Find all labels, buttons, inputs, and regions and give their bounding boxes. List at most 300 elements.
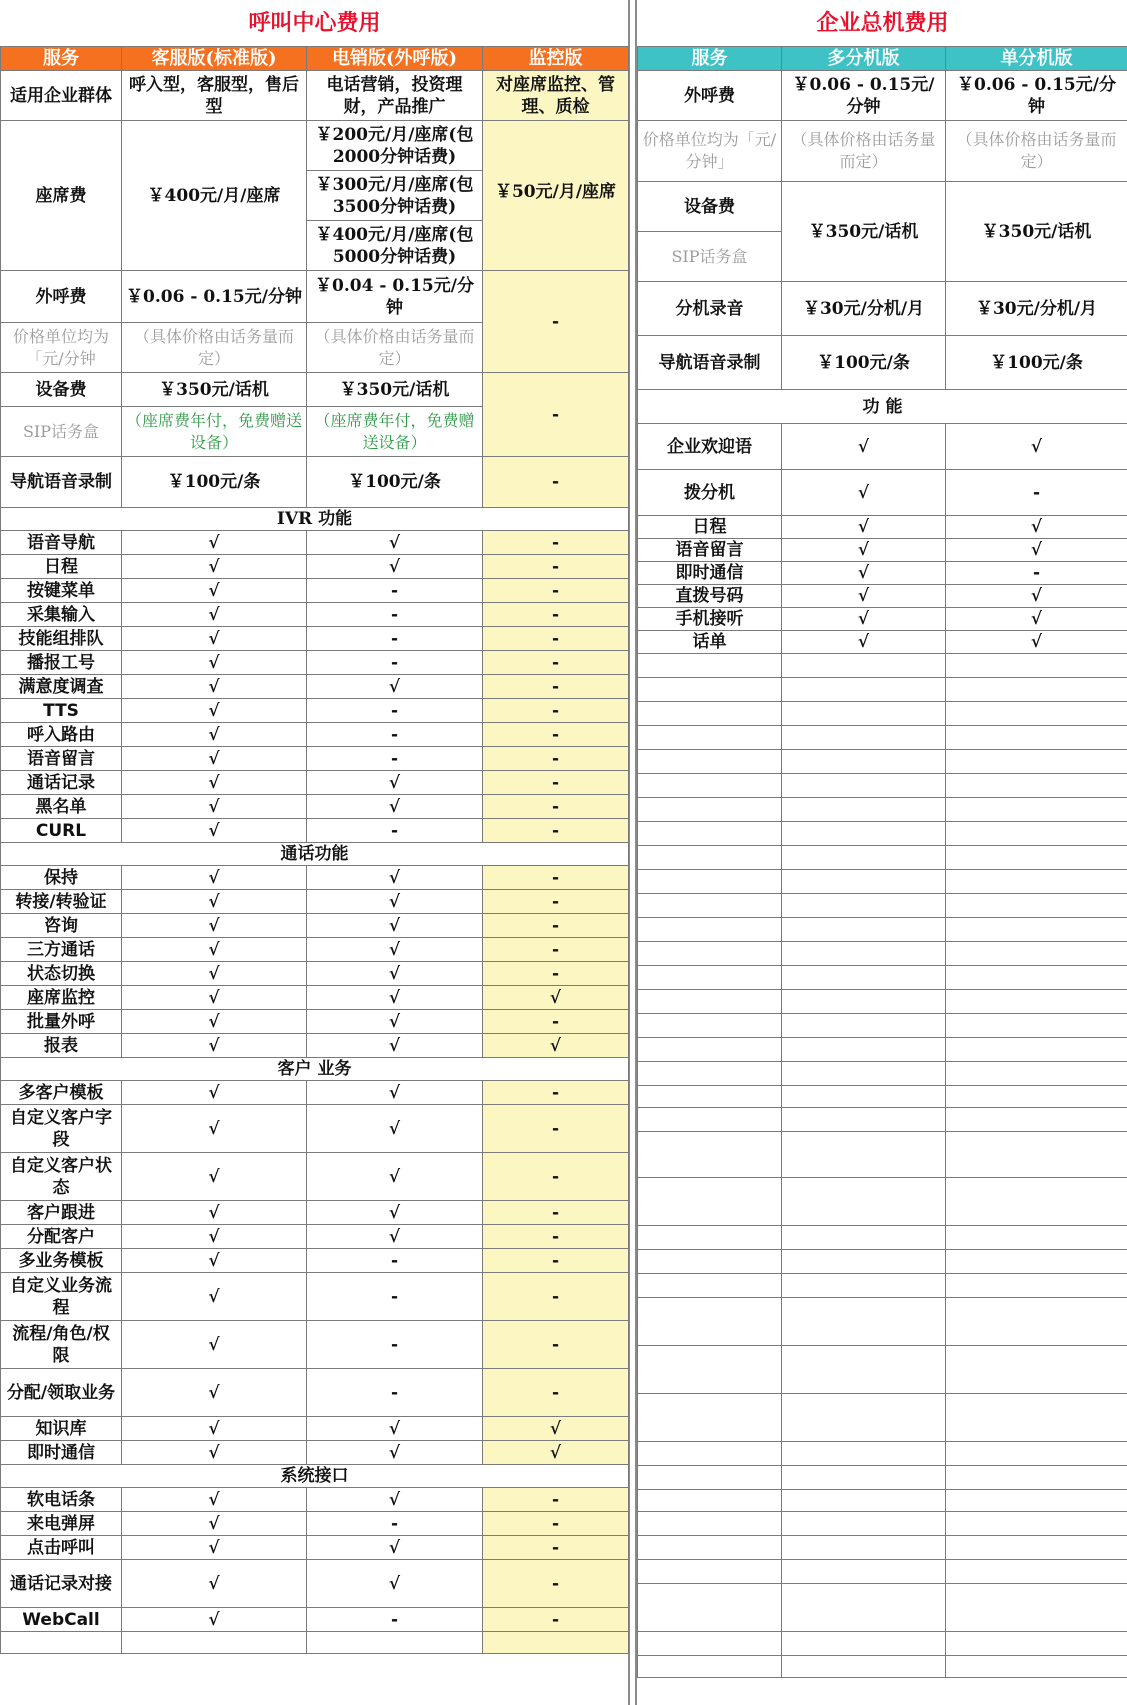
blank-cell (946, 1632, 1127, 1656)
blank-cell (638, 1178, 782, 1226)
single-support: √ (946, 585, 1127, 608)
pbx-blank-row (638, 942, 1127, 966)
blank-cell (638, 1466, 782, 1490)
feature-name: 多业务模板 (1, 1249, 122, 1273)
monitor-support: - (483, 699, 629, 723)
feature-row (1, 723, 629, 747)
monitor-support: - (483, 1153, 629, 1201)
blank-cell (638, 702, 782, 726)
feature-name: 知识库 (1, 1417, 122, 1441)
blank-cell (782, 1584, 946, 1632)
monitor-support: - (483, 866, 629, 890)
monitor-support: - (483, 747, 629, 771)
feature-row (1, 1081, 629, 1105)
pbx-header-service: 服务 (638, 47, 782, 71)
blank-cell (946, 1014, 1127, 1038)
pbx-blank-row (638, 1274, 1127, 1298)
blank-cell (782, 918, 946, 942)
feature-row (1, 1010, 629, 1034)
standard-support: √ (122, 555, 307, 579)
blank-cell (946, 798, 1127, 822)
blank-cell (946, 918, 1127, 942)
blank-cell (638, 798, 782, 822)
single-support: √ (946, 424, 1127, 470)
feature-name: 点击呼叫 (1, 1536, 122, 1560)
blank-cell (782, 1250, 946, 1274)
blank-cell (483, 1632, 629, 1654)
blank-cell (307, 1632, 483, 1654)
feature-row (1, 1512, 629, 1536)
pbx-blank-row (638, 966, 1127, 990)
pbx-blank-row (638, 1226, 1127, 1250)
blank-cell (638, 1442, 782, 1466)
monitor-support: - (483, 819, 629, 843)
pbx-blank-row (638, 1062, 1127, 1086)
blank-cell (638, 1132, 782, 1178)
feature-name: 流程/角色/权限 (1, 1321, 122, 1369)
pbx-feature-name: 日程 (638, 516, 782, 539)
blank-cell (638, 1226, 782, 1250)
blank-cell (638, 1632, 782, 1656)
monitor-support: - (483, 1010, 629, 1034)
blank-cell (946, 1038, 1127, 1062)
section-title: 通话功能 (1, 843, 629, 866)
feature-row (1, 795, 629, 819)
blank-cell (946, 1466, 1127, 1490)
blank-cell (946, 1132, 1127, 1178)
standard-support: √ (122, 747, 307, 771)
pbx-feature-row (638, 539, 1127, 562)
blank-cell (946, 726, 1127, 750)
pbx-blank-row (638, 990, 1127, 1014)
feature-row (1, 1249, 629, 1273)
standard-support: √ (122, 819, 307, 843)
blank-cell (638, 1656, 782, 1678)
monitor-support: - (483, 651, 629, 675)
standard-support: √ (122, 962, 307, 986)
standard-support: √ (122, 1369, 307, 1417)
header-monitor: 监控版 (483, 47, 629, 71)
blank-cell (782, 1656, 946, 1678)
pbx-blank-row (638, 870, 1127, 894)
pbx-function-section-title: 功 能 (638, 390, 1127, 424)
outbound-support: √ (307, 1417, 483, 1441)
feature-name: 采集输入 (1, 603, 122, 627)
pbx-header-single: 单分机版 (946, 47, 1127, 71)
pbx-call-note-label: 价格单位均为「元/分钟」 (638, 121, 782, 182)
blank-cell (638, 1346, 782, 1394)
blank-cell (638, 966, 782, 990)
feature-row (1, 914, 629, 938)
seat-monitor: ￥50元/月/座席 (483, 121, 629, 271)
pbx-equip-multi: ￥350元/话机 (782, 182, 946, 282)
blank-cell (1, 1632, 122, 1654)
blank-cell (782, 678, 946, 702)
feature-row (1, 1560, 629, 1608)
pbx-record-multi: ￥30元/分机/月 (782, 282, 946, 336)
pbx-feature-row (638, 608, 1127, 631)
outbound-support: √ (307, 795, 483, 819)
blank-cell (782, 1038, 946, 1062)
outbound-support: √ (307, 1441, 483, 1465)
blank-cell (638, 1298, 782, 1346)
blank-cell (946, 1298, 1127, 1346)
blank-cell (782, 726, 946, 750)
monitor-support: - (483, 723, 629, 747)
outbound-support: √ (307, 771, 483, 795)
outbound-support: - (307, 627, 483, 651)
feature-name: 按键菜单 (1, 579, 122, 603)
blank-cell (782, 1512, 946, 1536)
equip-monitor: - (483, 373, 629, 457)
pbx-blank-row (638, 798, 1127, 822)
nav-standard: ￥100元/条 (122, 457, 307, 508)
blank-cell (946, 1394, 1127, 1442)
feature-row (1, 747, 629, 771)
feature-row (1, 890, 629, 914)
call-fee-standard: ￥0.06 - 0.15元/分钟 (122, 271, 307, 323)
standard-support: √ (122, 890, 307, 914)
single-support: √ (946, 516, 1127, 539)
feature-name: 三方通话 (1, 938, 122, 962)
outbound-support: - (307, 1273, 483, 1321)
nav-outbound: ￥100元/条 (307, 457, 483, 508)
outbound-support: - (307, 819, 483, 843)
feature-name: WebCall (1, 1608, 122, 1632)
target-label: 适用企业群体 (1, 71, 122, 121)
pbx-blank-row (638, 894, 1127, 918)
blank-cell (638, 750, 782, 774)
blank-cell (782, 774, 946, 798)
pbx-blank-row (638, 750, 1127, 774)
blank-cell (782, 894, 946, 918)
blank-cell (946, 846, 1127, 870)
blank-cell (638, 1536, 782, 1560)
pbx-blank-row (638, 846, 1127, 870)
blank-cell (782, 1490, 946, 1512)
pbx-call-fee-single: ￥0.06 - 0.15元/分钟 (946, 71, 1127, 121)
outbound-support: √ (307, 1560, 483, 1608)
seat-standard: ￥400元/月/座席 (122, 121, 307, 271)
outbound-support: √ (307, 1225, 483, 1249)
feature-row (1, 1225, 629, 1249)
pbx-blank-row (638, 1346, 1127, 1394)
monitor-support: - (483, 771, 629, 795)
monitor-support: - (483, 1488, 629, 1512)
monitor-support: - (483, 914, 629, 938)
feature-name: 分配客户 (1, 1225, 122, 1249)
blank-cell (782, 798, 946, 822)
multi-support: √ (782, 539, 946, 562)
section-title: IVR 功能 (1, 508, 629, 531)
pbx-call-fee-multi: ￥0.06 - 0.15元/分钟 (782, 71, 946, 121)
outbound-support: - (307, 699, 483, 723)
pbx-blank-row (638, 1490, 1127, 1512)
blank-cell (638, 1062, 782, 1086)
blank-cell (782, 1298, 946, 1346)
standard-support: √ (122, 1225, 307, 1249)
feature-row (1, 1153, 629, 1201)
blank-cell (946, 1274, 1127, 1298)
standard-support: √ (122, 1608, 307, 1632)
blank-cell (782, 1132, 946, 1178)
monitor-support: - (483, 1273, 629, 1321)
header-standard: 客服版(标准版) (122, 47, 307, 71)
blank-cell (638, 726, 782, 750)
feature-name: 呼入路由 (1, 723, 122, 747)
standard-support: √ (122, 531, 307, 555)
feature-row (1, 555, 629, 579)
blank-cell (946, 702, 1127, 726)
pbx-feature-row (638, 516, 1127, 539)
blank-cell (782, 1086, 946, 1108)
blank-cell (638, 1250, 782, 1274)
standard-support: √ (122, 1417, 307, 1441)
single-support: √ (946, 608, 1127, 631)
seat-outbound-3: ￥400元/月/座席(包5000分钟话费) (307, 221, 483, 271)
outbound-support: - (307, 1321, 483, 1369)
single-support: - (946, 562, 1127, 585)
blank-cell (946, 1346, 1127, 1394)
standard-support: √ (122, 1321, 307, 1369)
pbx-sip-label: SIP话务盒 (638, 232, 782, 282)
monitor-support: - (483, 962, 629, 986)
monitor-support: - (483, 890, 629, 914)
sip-outbound: （座席费年付，免费赠送设备） (307, 407, 483, 457)
monitor-support: - (483, 1369, 629, 1417)
outbound-support: √ (307, 938, 483, 962)
outbound-support: - (307, 1512, 483, 1536)
blank-cell (946, 1250, 1127, 1274)
blank-cell (638, 678, 782, 702)
standard-support: √ (122, 651, 307, 675)
feature-name: 多客户模板 (1, 1081, 122, 1105)
blank-cell (638, 654, 782, 678)
pbx-blank-row (638, 1014, 1127, 1038)
blank-cell (946, 678, 1127, 702)
monitor-support: √ (483, 986, 629, 1010)
feature-row (1, 771, 629, 795)
standard-support: √ (122, 938, 307, 962)
outbound-support: √ (307, 1153, 483, 1201)
standard-support: √ (122, 1512, 307, 1536)
equip-outbound: ￥350元/话机 (307, 373, 483, 407)
monitor-support: - (483, 1201, 629, 1225)
pbx-blank-row (638, 918, 1127, 942)
pbx-equip-single: ￥350元/话机 (946, 182, 1127, 282)
call-fee-label: 外呼费 (1, 271, 122, 323)
pbx-blank-row (638, 1656, 1127, 1678)
monitor-support: - (483, 795, 629, 819)
feature-row (1, 531, 629, 555)
feature-name: 转接/转验证 (1, 890, 122, 914)
blank-cell (782, 1014, 946, 1038)
target-outbound: 电话营销，投资理财，产品推广 (307, 71, 483, 121)
multi-support: √ (782, 424, 946, 470)
blank-cell (946, 894, 1127, 918)
outbound-support: √ (307, 890, 483, 914)
standard-support: √ (122, 1081, 307, 1105)
monitor-support: - (483, 1225, 629, 1249)
pbx-blank-row (638, 774, 1127, 798)
call-fee-note-outbound: （具体价格由话务量而定） (307, 323, 483, 373)
standard-support: √ (122, 771, 307, 795)
feature-row (1, 1201, 629, 1225)
feature-row (1, 986, 629, 1010)
pbx-blank-row (638, 726, 1127, 750)
feature-name: 即时通信 (1, 1441, 122, 1465)
feature-row (1, 819, 629, 843)
blank-cell (946, 1226, 1127, 1250)
nav-label: 导航语音录制 (1, 457, 122, 508)
feature-name: 状态切换 (1, 962, 122, 986)
pbx-blank-row (638, 1178, 1127, 1226)
pbx-blank-row (638, 678, 1127, 702)
outbound-support: - (307, 603, 483, 627)
monitor-support: - (483, 1512, 629, 1536)
feature-name: 客户跟进 (1, 1201, 122, 1225)
blank-cell (782, 1346, 946, 1394)
outbound-support: √ (307, 986, 483, 1010)
monitor-support: √ (483, 1417, 629, 1441)
pbx-feature-row (638, 424, 1127, 470)
standard-support: √ (122, 1034, 307, 1058)
blank-cell (638, 846, 782, 870)
pbx-nav-label: 导航语音录制 (638, 336, 782, 390)
standard-support: √ (122, 795, 307, 819)
call-fee-note-label: 价格单位均为「元/分钟 (1, 323, 122, 373)
standard-support: √ (122, 1441, 307, 1465)
blank-cell (638, 1108, 782, 1132)
feature-row (1, 603, 629, 627)
call-center-title: 呼叫中心费用 (248, 10, 381, 36)
monitor-support: - (483, 1560, 629, 1608)
pbx-blank-row (638, 1108, 1127, 1132)
pbx-blank-row (638, 1466, 1127, 1490)
pbx-blank-row (638, 1132, 1127, 1178)
enterprise-pbx-title: 企业总机费用 (816, 10, 949, 36)
blank-cell (638, 1038, 782, 1062)
pbx-blank-row (638, 1394, 1127, 1442)
pbx-blank-row (638, 1632, 1127, 1656)
feature-row (1, 627, 629, 651)
pbx-blank-row (638, 1560, 1127, 1584)
outbound-support: √ (307, 531, 483, 555)
monitor-support: - (483, 1105, 629, 1153)
standard-support: √ (122, 627, 307, 651)
feature-row (1, 651, 629, 675)
blank-cell (782, 702, 946, 726)
monitor-support: - (483, 627, 629, 651)
feature-row (1, 699, 629, 723)
feature-row (1, 1369, 629, 1417)
standard-support: √ (122, 914, 307, 938)
pbx-record-single: ￥30元/分机/月 (946, 282, 1127, 336)
feature-row (1, 1441, 629, 1465)
pbx-blank-row (638, 1536, 1127, 1560)
pbx-feature-row (638, 585, 1127, 608)
blank-cell (946, 822, 1127, 846)
feature-row (1, 675, 629, 699)
monitor-support: - (483, 938, 629, 962)
standard-support: √ (122, 1273, 307, 1321)
outbound-support: √ (307, 1034, 483, 1058)
standard-support: √ (122, 1488, 307, 1512)
enterprise-pbx-pricing-panel (637, 0, 1127, 1678)
call-fee-outbound: ￥0.04 - 0.15元/分钟 (307, 271, 483, 323)
standard-support: √ (122, 603, 307, 627)
sip-label: SIP话务盒 (1, 407, 122, 457)
pbx-feature-row (638, 562, 1127, 585)
blank-cell (782, 1062, 946, 1086)
feature-row (1, 1536, 629, 1560)
outbound-support: - (307, 1369, 483, 1417)
standard-support: √ (122, 699, 307, 723)
blank-cell (638, 1512, 782, 1536)
standard-support: √ (122, 1010, 307, 1034)
equip-standard: ￥350元/话机 (122, 373, 307, 407)
blank-cell (638, 1584, 782, 1632)
outbound-support: - (307, 651, 483, 675)
monitor-support: - (483, 1081, 629, 1105)
feature-name: 座席监控 (1, 986, 122, 1010)
blank-cell (782, 1536, 946, 1560)
single-support: √ (946, 539, 1127, 562)
monitor-support: - (483, 1321, 629, 1369)
pbx-equip-label: 设备费 (638, 182, 782, 232)
feature-row (1, 866, 629, 890)
multi-support: √ (782, 631, 946, 654)
single-support: √ (946, 631, 1127, 654)
call-fee-note-standard: （具体价格由话务量而定） (122, 323, 307, 373)
feature-name: TTS (1, 699, 122, 723)
blank-cell (946, 774, 1127, 798)
blank-cell (638, 870, 782, 894)
blank-cell (782, 870, 946, 894)
feature-name: 批量外呼 (1, 1010, 122, 1034)
feature-row (1, 938, 629, 962)
target-monitor: 对座席监控、管理、质检 (483, 71, 629, 121)
blank-cell (782, 1632, 946, 1656)
outbound-support: - (307, 579, 483, 603)
blank-cell (946, 1584, 1127, 1632)
outbound-support: √ (307, 1201, 483, 1225)
blank-cell (782, 1178, 946, 1226)
section-title: 系统接口 (1, 1465, 629, 1488)
pbx-blank-row (638, 1038, 1127, 1062)
feature-name: 咨询 (1, 914, 122, 938)
multi-support: √ (782, 562, 946, 585)
blank-cell (946, 1062, 1127, 1086)
pbx-feature-name: 手机接听 (638, 608, 782, 631)
blank-cell (946, 1178, 1127, 1226)
outbound-support: - (307, 1608, 483, 1632)
feature-name: 语音留言 (1, 747, 122, 771)
feature-name: 播报工号 (1, 651, 122, 675)
blank-cell (122, 1632, 307, 1654)
standard-support: √ (122, 1153, 307, 1201)
feature-name: 来电弹屏 (1, 1512, 122, 1536)
outbound-support: √ (307, 1010, 483, 1034)
pbx-blank-row (638, 702, 1127, 726)
monitor-support: - (483, 603, 629, 627)
pbx-blank-row (638, 822, 1127, 846)
blank-cell (946, 654, 1127, 678)
target-standard: 呼入型，客服型，售后型 (122, 71, 307, 121)
standard-support: √ (122, 1201, 307, 1225)
feature-name: CURL (1, 819, 122, 843)
pbx-blank-row (638, 654, 1127, 678)
